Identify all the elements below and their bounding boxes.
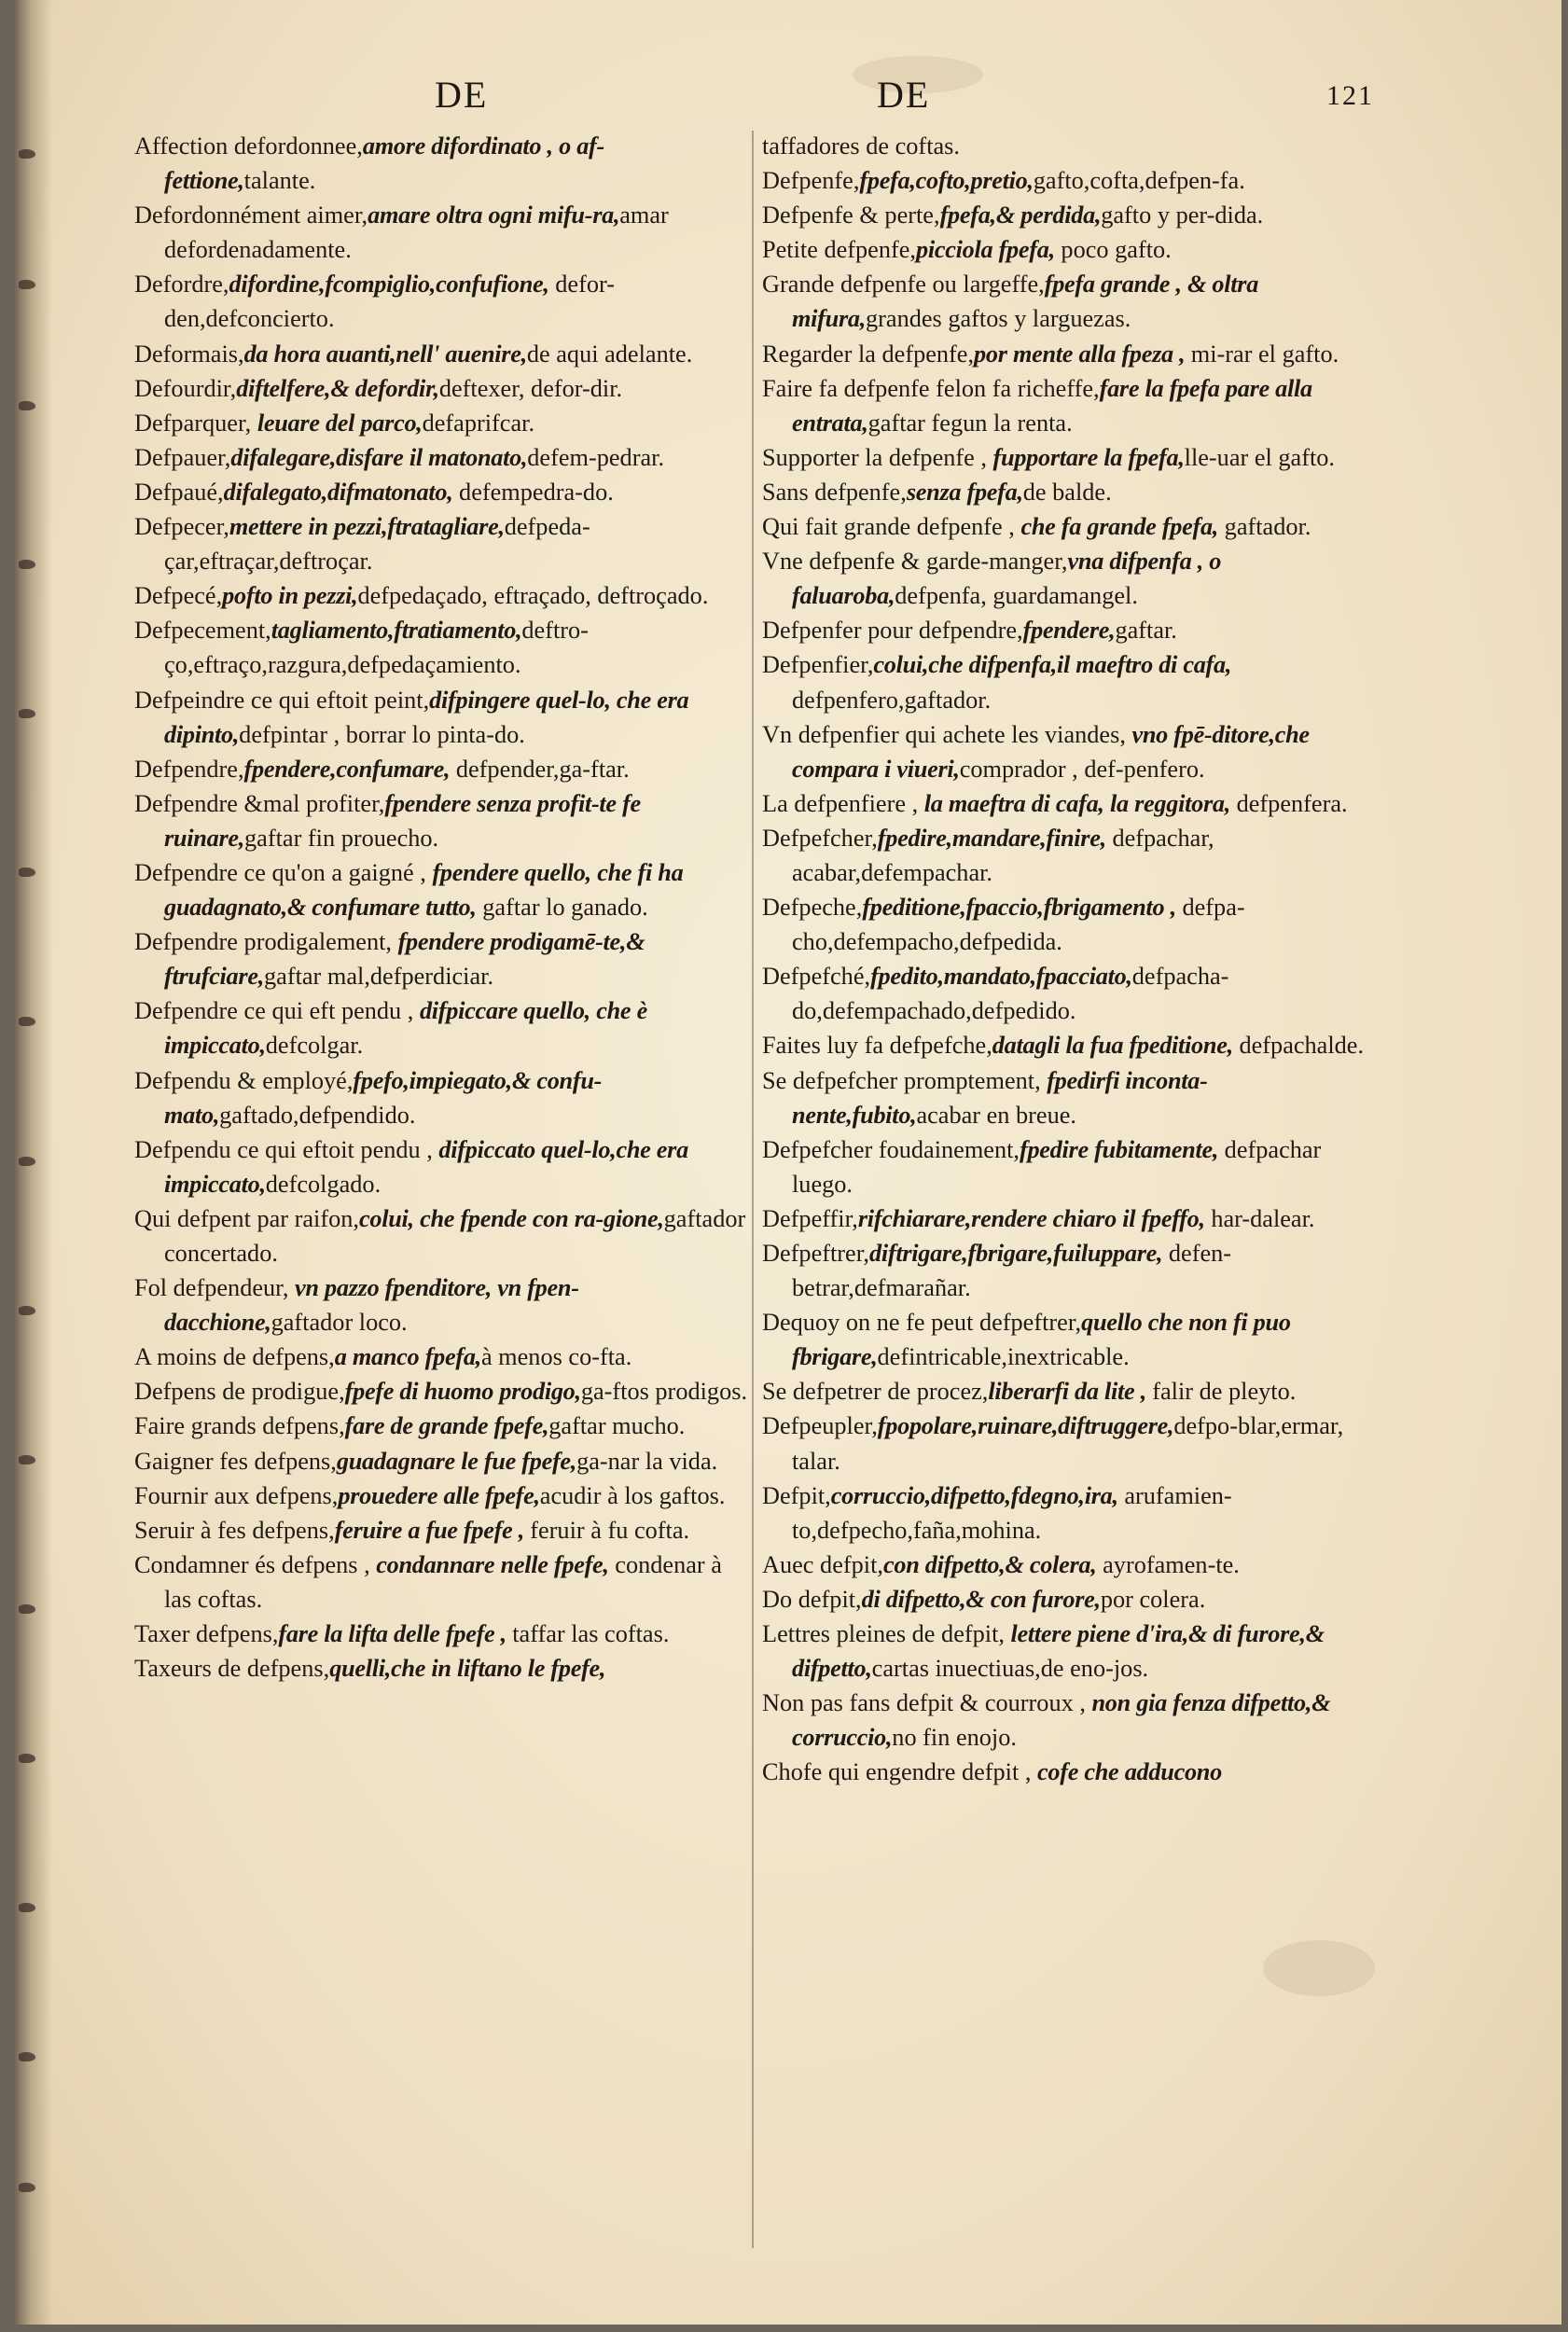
spanish-translation: à menos co-fta. [480,1343,632,1371]
dictionary-entry [762,1755,1378,1789]
dictionary-entry [134,267,750,336]
italian-translation: fpedito,mandato,fpacciato, [870,963,1132,991]
dictionary-entry [762,1478,1378,1548]
italian-translation: liberarfi da lite , [988,1378,1153,1406]
french-headword: Defpendre, [134,755,244,783]
french-headword: Defpefcher foudainement, [762,1135,1020,1163]
french-headword: Qui fait grande defpenfe , [762,513,1021,541]
dictionary-page [13,0,1561,2325]
dictionary-entry [762,440,1378,475]
dictionary-entry [762,232,1378,267]
italian-translation: difpiccato quel-lo,che era impiccato, [164,1135,688,1198]
spanish-translation: gaftar fegun la renta. [867,409,1073,437]
italian-translation: corruccio,difpetto,fdegno,ira, [830,1481,1118,1509]
french-headword: Defpenfe, [762,167,860,195]
margin-ink-marks [15,0,52,2325]
italian-translation: difpiccare quello, che è impiccato, [164,997,647,1060]
dictionary-entry [762,509,1378,544]
spanish-translation: falir de pleyto. [1152,1378,1297,1406]
dictionary-entry [134,578,750,613]
french-headword: Faire grands defpens, [134,1412,345,1440]
italian-translation: diftrigare,fbrigare,fuiluppare, [869,1240,1163,1267]
dictionary-entry [134,924,750,993]
dictionary-entry [134,1201,750,1270]
italian-translation: colui, che fpende con ra-gione, [358,1204,664,1232]
spanish-translation: de balde. [1022,478,1112,506]
spanish-translation: de aqui adelante. [526,340,693,368]
french-headword: Defordonnément aimer, [134,201,368,229]
french-headword: Gaigner fes defpens, [134,1447,337,1475]
italian-translation: fare de grande fpefe, [344,1412,549,1440]
dictionary-entry [134,509,750,578]
spanish-translation: feruir à fu cofta. [530,1516,690,1544]
italian-translation: vn pazzo fpenditore, vn fpen-dacchione, [164,1274,579,1337]
italian-translation: difalegare,disfare il matonato, [230,443,528,471]
italian-translation: fpefo,impiegato,& confu-mato, [164,1066,603,1129]
french-headword: Defpefcher, [762,824,878,852]
dictionary-entry [134,1270,750,1340]
spanish-translation: gaftado,defpendido. [219,1101,416,1129]
french-headword: Defpecement, [134,617,271,645]
italian-translation: rifchiarare,rendere chiaro il fpeffo, [857,1204,1205,1232]
italian-translation: con difpetto,& colera, [882,1550,1097,1578]
dictionary-entry [762,1305,1378,1374]
italian-translation: fare la lifta delle fpefe , [278,1620,513,1648]
spanish-translation: arufamien-to,defpecho,faña,mohina. [792,1481,1232,1544]
dictionary-entry [134,1063,750,1132]
spanish-translation: grandes gaftos y larguezas. [866,305,1131,333]
french-headword: Vn defpenfier qui achete les viandes, [762,720,1132,748]
italian-translation: senza fpefa, [906,478,1023,506]
french-headword: Defpenfer pour defpendre, [762,617,1023,645]
spanish-translation: defpachar, acabar,defempachar. [792,824,1214,886]
french-headword: Defpeindre ce qui eftoit peint, [134,686,430,714]
french-headword: Defparquer, [134,409,257,437]
dictionary-entry [762,371,1378,440]
french-headword: Defpens de prodigue, [134,1378,345,1406]
running-head-left: DE [435,74,489,116]
french-headword: Chofe qui engendre defpit , [762,1758,1038,1786]
dictionary-entry [134,337,750,371]
italian-translation: fpendere quello, che fi ha guadagnato,& confumare tutto, [164,858,684,922]
spanish-translation: defpenfa, guardamangel. [895,582,1138,610]
french-headword: Qui defpent par raifon, [134,1204,359,1232]
french-headword: Deformais, [134,340,244,368]
dictionary-entry [762,717,1378,786]
dictionary-entry [762,1548,1378,1582]
french-headword: Lettres pleines de defpit, [762,1620,1011,1648]
spanish-translation: har-dalear. [1204,1204,1315,1232]
french-headword: Defpefché, [762,963,871,991]
spanish-translation: defempedra-do. [452,478,614,506]
spanish-translation: no fin enojo. [892,1724,1017,1752]
dictionary-entry [762,1617,1378,1686]
dictionary-entry [762,1686,1378,1755]
italian-translation: pofto in pezzi, [222,582,358,610]
spanish-translation: gaftar fin prouecho. [244,824,439,852]
french-headword: Defpecer, [134,513,229,541]
dictionary-entry [134,613,750,682]
italian-translation: difpingere quel-lo, che era dipinto, [164,686,689,748]
dictionary-entry [134,129,750,198]
dictionary-entry [134,440,750,475]
italian-translation: che fa grande fpefa, [1020,513,1219,541]
dictionary-entry [134,1340,750,1374]
spanish-translation: defpenfero,gaftador. [792,686,992,714]
dictionary-entry [134,1617,750,1651]
dictionary-entry [134,475,750,509]
spanish-translation: defpachar luego. [792,1135,1322,1198]
spanish-translation: taffar las coftas. [512,1620,670,1648]
dictionary-entry [134,371,750,406]
spanish-translation: defcolgar. [265,1032,364,1060]
french-headword: Se defpefcher promptement, [762,1066,1048,1094]
page-number: 121 [1326,80,1374,111]
french-headword: taffadores de coftas. [762,132,960,160]
french-headword: Taxer defpens, [134,1620,279,1648]
italian-translation: leuare del parco, [257,409,423,437]
french-headword: Defpaué, [134,478,224,506]
italian-translation: datagli la fua fpeditione, [992,1032,1233,1060]
left-column [134,129,750,1686]
spanish-translation: amar defordenadamente. [164,201,669,264]
spanish-translation: ga-ftos prodigos. [580,1378,748,1406]
french-headword: La defpenfiere , [762,789,924,817]
italian-translation: la maeftra di cafa, la reggitora, [923,789,1231,817]
french-headword: Defpit, [762,1481,831,1509]
spanish-translation: defpenfera. [1230,789,1348,817]
dictionary-entry [134,1548,750,1617]
dictionary-entry [762,613,1378,647]
italian-translation: fpendere prodigamē-te,& ftrufciare, [164,928,645,991]
italian-translation: quello che non fi puo fbrigare, [792,1309,1291,1371]
spanish-translation: defen-betrar,defmarañar. [792,1240,1232,1302]
spanish-translation: gaftador loco. [271,1309,408,1337]
italian-translation: fpendere senza profit-te fe ruinare, [164,789,641,852]
french-headword: Regarder la defpenfe, [762,340,975,368]
french-headword: Defpauer, [134,443,231,471]
french-headword: Defourdir, [134,374,237,402]
spanish-translation: defem-pedrar. [527,443,665,471]
dictionary-entry [762,198,1378,232]
french-headword: Defpendu ce qui eftoit pendu , [134,1135,439,1163]
dictionary-entry [762,475,1378,509]
french-headword: Faites luy fa defpefche, [762,1032,992,1060]
french-headword: Non pas fans defpit & courroux , [762,1689,1092,1717]
italian-translation: feruire a fue fpefe , [334,1516,531,1544]
dictionary-entry [762,890,1378,959]
dictionary-entry [762,1582,1378,1617]
french-headword: Fournir aux defpens, [134,1481,339,1509]
french-headword: Fol defpendeur, [134,1274,296,1302]
french-headword: Seruir à fes defpens, [134,1516,335,1544]
dictionary-entry [762,544,1378,613]
italian-translation: fpedire,mandare,finire, [877,824,1106,852]
spanish-translation: gaftador concertado. [164,1204,746,1267]
spanish-translation: acabar en breue. [916,1101,1076,1129]
spanish-translation: defpa-cho,defempacho,defpedida. [792,894,1245,956]
italian-translation: fpedirfi inconta-nente,fubito, [792,1066,1208,1129]
italian-translation: a manco fpefa, [334,1343,481,1371]
italian-translation: prouedere alle fpefe, [338,1481,540,1509]
french-headword: Defpenfe & perte, [762,201,940,229]
french-headword: Dequoy on ne fe peut defpeftrer, [762,1309,1082,1337]
spanish-translation: gafto,cofta,defpen-fa. [1033,167,1245,195]
italian-translation: lettere piene d'ira,& di furore,& difpetto, [792,1620,1325,1683]
dictionary-entry [762,1374,1378,1409]
spanish-translation: defpender,ga-ftar. [450,755,630,783]
french-headword: A moins de defpens, [134,1343,335,1371]
french-headword: Affection defordonnee, [134,132,363,160]
italian-translation: vna difpenfa , o faluaroba, [792,548,1222,610]
dictionary-entry [134,406,750,440]
italian-translation: non gia fenza difpetto,& corruccio, [792,1689,1331,1752]
dictionary-entry [762,1201,1378,1236]
italian-translation: guadagnare le fue fpefe, [336,1447,577,1475]
dictionary-entry [762,337,1378,371]
italian-translation: condannare nelle fpefe, [376,1550,609,1578]
dictionary-entry [134,1444,750,1478]
dictionary-entry [762,1409,1378,1478]
french-headword: Defpendre &mal profiter, [134,789,385,817]
spanish-translation: deftro-ço,eftraço,razgura,defpedaçamiento. [164,617,589,679]
french-headword: Auec defpit, [762,1550,883,1578]
french-headword: Defpendre ce qu'on a gaigné , [134,858,433,886]
dictionary-entry [134,198,750,267]
dictionary-entry [762,1132,1378,1201]
french-headword: Defpeftrer, [762,1240,870,1267]
italian-translation: fpefa grande , & oltra mifura, [792,271,1259,333]
right-column [762,129,1378,1790]
italian-translation: quelli,che in liftano le fpefe, [329,1655,606,1683]
spanish-translation: defor-den,defconcierto. [164,271,615,333]
spanish-translation: gaftar mucho. [548,1412,686,1440]
dictionary-entry [134,683,750,752]
spanish-translation: mi-rar el gafto. [1190,340,1339,368]
dictionary-entry [762,647,1378,716]
spanish-translation: comprador , def-penfero. [959,755,1205,783]
spanish-translation: defpintar , borrar lo pinta-do. [239,720,525,748]
italian-translation: fpefa,cofto,pretio, [859,167,1034,195]
spanish-translation: lle-uar el gafto. [1184,443,1335,471]
italian-translation: di difpetto,& con furore, [861,1585,1101,1613]
french-headword: Defpendre prodigalement, [134,928,398,956]
dictionary-entry [134,1132,750,1201]
spanish-translation: ga-nar la vida. [576,1447,718,1475]
italian-translation: fupportare la fpefa, [992,443,1185,471]
spanish-translation: gaftador. [1218,513,1311,541]
dictionary-entry [762,821,1378,890]
dictionary-entry [762,163,1378,198]
french-headword: Defpeffir, [762,1204,858,1232]
dictionary-entry [762,267,1378,336]
spanish-translation: poco gafto. [1054,236,1172,264]
spanish-translation: gaftar. [1115,617,1177,645]
spanish-translation: gaftar mal,defperdiciar. [264,963,494,991]
dictionary-entry [134,855,750,924]
dictionary-entry [762,1236,1378,1305]
french-headword: Taxeurs de defpens, [134,1655,330,1683]
spanish-translation: cartas inuectiuas,de eno-jos. [871,1655,1149,1683]
dictionary-entry [134,993,750,1062]
french-headword: Do defpit, [762,1585,862,1613]
french-headword: Defordre, [134,271,229,298]
french-headword: Defpeche, [762,894,863,922]
italian-translation: fpefe di huomo prodigo, [344,1378,581,1406]
spanish-translation: talante. [243,167,316,195]
spanish-translation: defaprifcar. [422,409,535,437]
italian-translation: fare la fpefa pare alla entrata, [792,374,1312,437]
italian-translation: colui,che difpenfa,il maeftro di cafa, [873,651,1232,679]
spanish-translation: defpacha-do,defempachado,defpedido. [792,963,1229,1025]
italian-translation: tagliamento,ftratiamento, [271,617,522,645]
italian-translation: fpendere,confumare, [243,755,451,783]
dictionary-entry [762,1028,1378,1062]
spanish-translation: gafto y per-dida. [1101,201,1264,229]
dictionary-entry [134,1409,750,1443]
dictionary-entry [134,1374,750,1409]
italian-translation: fpopolare,ruinare,diftruggere, [877,1412,1174,1440]
italian-translation: difalegato,difmatonato, [223,478,453,506]
french-headword: Faire fa defpenfe felon fa richeffe, [762,374,1100,402]
dictionary-entry [134,1478,750,1513]
french-headword: Petite defpenfe, [762,236,917,264]
italian-translation: diftelfere,& defordir, [236,374,439,402]
italian-translation: cofe che adducono [1037,1758,1222,1786]
italian-translation: fpedire fubitamente, [1019,1135,1219,1163]
spanish-translation: defintricable,inextricable. [877,1343,1130,1371]
spanish-translation: defpachalde. [1232,1032,1365,1060]
french-headword: Grande defpenfe ou largeffe, [762,271,1045,298]
spanish-translation: deftexer, defor-dir. [438,374,623,402]
french-headword: Defpenfier, [762,651,874,679]
italian-translation: fpeditione,fpaccio,fbrigamento , [862,894,1176,922]
spanish-translation: por colera. [1100,1585,1206,1613]
italian-translation: fpendere, [1022,617,1116,645]
spanish-translation: defpeda-çar,eftraçar,deftroçar. [164,513,590,576]
french-headword: Defpendu & employé, [134,1066,354,1094]
italian-translation: fpefa,& perdida, [939,201,1102,229]
spanish-translation: defpedaçado, eftraçado, deftroçado. [357,582,709,610]
italian-translation: por mente alla fpeza , [974,340,1191,368]
italian-translation: da hora auanti,nell' auenire, [243,340,527,368]
dictionary-entry [762,1063,1378,1132]
spanish-translation: acudir à los gaftos. [539,1481,726,1509]
french-headword: Sans defpenfe, [762,478,907,506]
dictionary-entry [762,786,1378,821]
dictionary-entry [134,1513,750,1548]
dictionary-entry [762,129,1378,163]
column-rule [752,131,754,2248]
french-headword: Defpeupler, [762,1412,878,1440]
italian-translation: picciola fpefa, [916,236,1055,264]
italian-translation: amore difordinato , o af-fettione, [164,132,604,195]
dictionary-entry [134,786,750,855]
spanish-translation: gaftar lo ganado. [476,894,648,922]
french-headword: Se defpetrer de procez, [762,1378,989,1406]
dictionary-entry [134,1651,750,1686]
spanish-translation: defpo-blar,ermar, talar. [792,1412,1344,1475]
italian-translation: mettere in pezzi,ftratagliare, [229,513,505,541]
dictionary-entry [134,752,750,786]
french-headword: Vne defpenfe & garde-manger, [762,548,1068,576]
spanish-translation: ayrofamen-te. [1096,1550,1240,1578]
italian-translation: difordine,fcompiglio,confufione, [229,271,549,298]
french-headword: Supporter la defpenfe , [762,443,993,471]
french-headword: Defpecé, [134,582,223,610]
spanish-translation: condenar à las coftas. [164,1550,722,1613]
italian-translation: amare oltra ogni mifu-ra, [368,201,620,229]
french-headword: Condamner és defpens , [134,1550,377,1578]
spanish-translation: defcolgado. [265,1170,382,1198]
running-header [13,73,1561,129]
french-headword: Defpendre ce qui eft pendu , [134,997,420,1025]
italian-translation: vno fpē-ditore,che compara i viueri, [792,720,1310,783]
dictionary-entry [762,959,1378,1028]
running-head-right: DE [877,74,931,116]
